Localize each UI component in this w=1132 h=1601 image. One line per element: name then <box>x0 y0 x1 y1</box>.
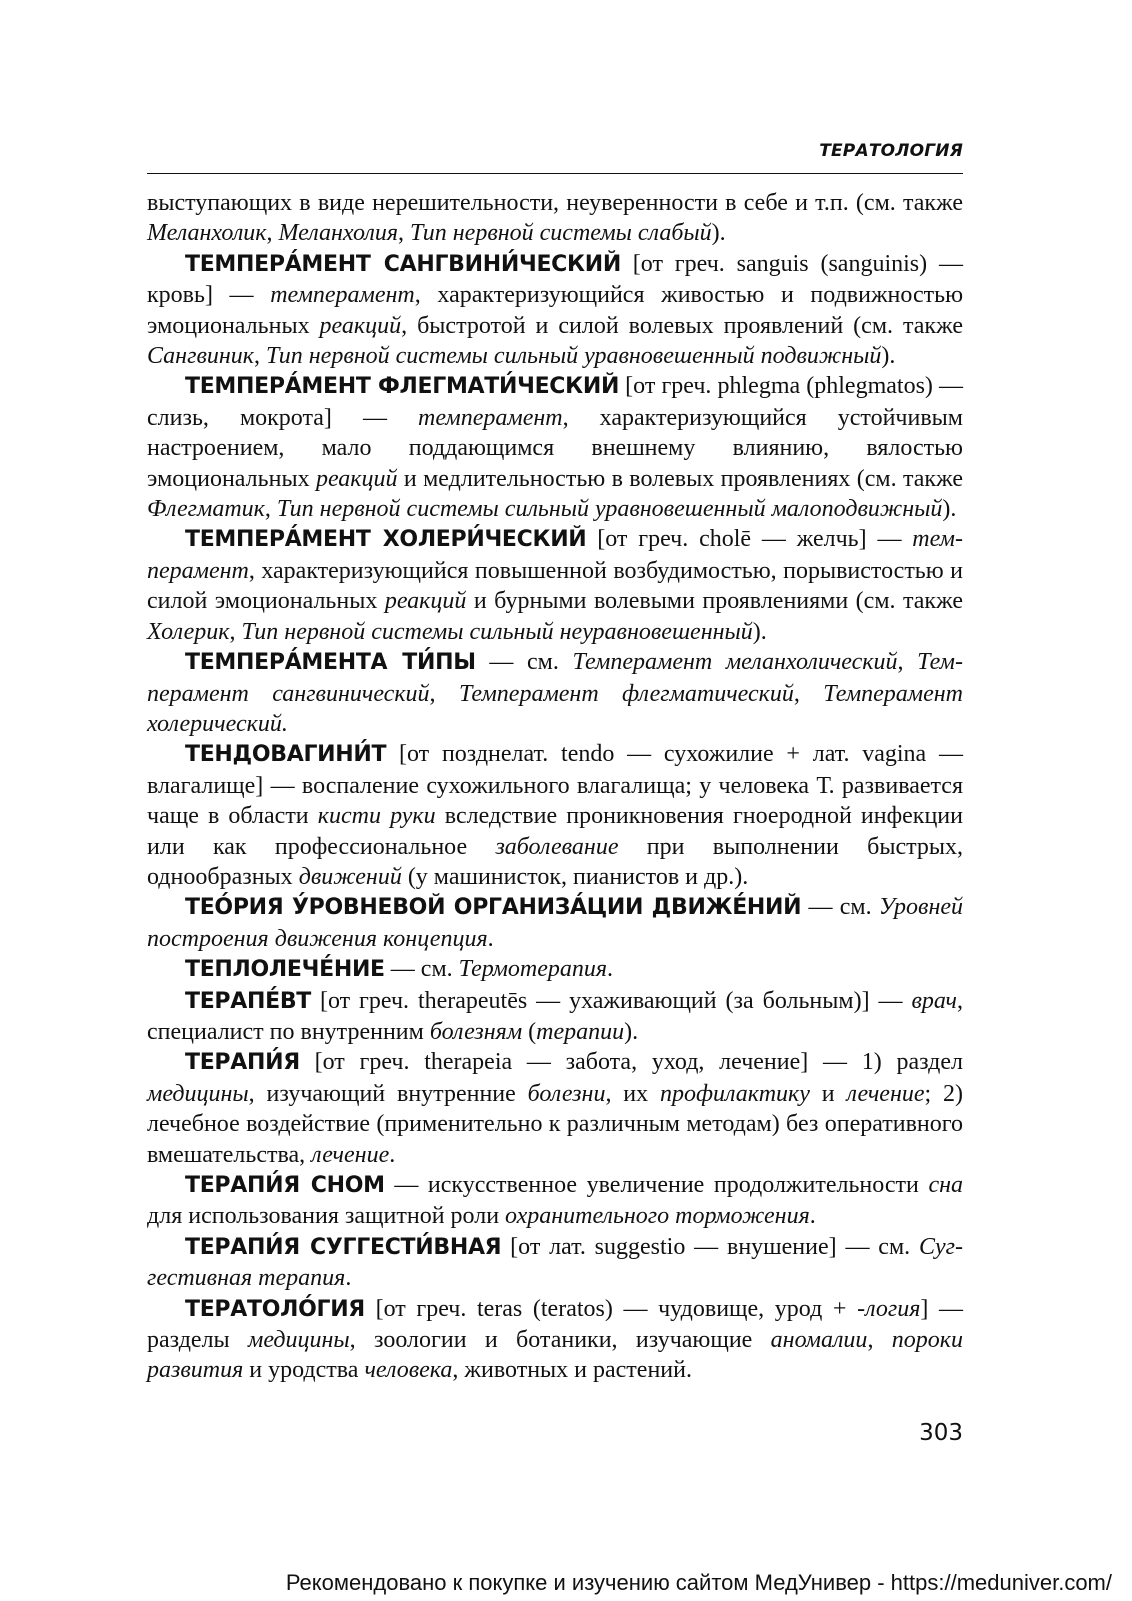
definition-text: ). <box>881 343 896 370</box>
entry-continuation <box>147 188 963 249</box>
definition-text: выступающих в виде нерешительности, неуверенности в себе и т.п. (см. также <box>147 190 963 216</box>
cross-reference: Меланхолик <box>147 220 267 247</box>
entry-therapist <box>147 986 963 1048</box>
cross-reference: темперамент <box>418 404 563 431</box>
definition-text: . <box>389 1141 396 1168</box>
cross-reference: темперамент <box>270 282 415 309</box>
cross-reference: Темперамент меланхолический <box>572 649 898 676</box>
cross-reference: врач <box>911 987 957 1014</box>
cross-reference: Темперамент сангвинический <box>147 649 963 707</box>
cross-reference: болезни <box>527 1080 606 1107</box>
cross-reference: медицины <box>248 1327 350 1354</box>
cross-reference: -логия <box>857 1295 921 1322</box>
definition-text: , <box>793 680 824 707</box>
footer-recommendation: Рекомендовано к покупке и изучению сайтом МедУнивер - https://meduniver.com/ <box>285 1570 1112 1595</box>
definition-text: , <box>264 496 277 523</box>
cross-reference: Темперамент флегматический <box>458 680 794 707</box>
headword: ТЕМПЕРА́МЕНТА ТИ́ПЫ <box>185 650 476 676</box>
definition-text: . <box>607 956 614 983</box>
cross-reference: профилактику <box>659 1080 810 1107</box>
cross-reference: терапии <box>536 1018 625 1045</box>
cross-reference: пороки развития <box>147 1327 963 1384</box>
entry-temperament-choleric <box>147 524 963 647</box>
definition-text: — см. <box>384 956 459 983</box>
definition-text: — см. <box>475 649 573 676</box>
cross-reference: Термотерапия <box>458 956 608 983</box>
entry-suggestive-therapy <box>147 1232 963 1294</box>
entry-temperament-phlegmatic <box>147 371 963 524</box>
entry-therapy <box>147 1047 963 1170</box>
definition-text: . <box>345 1265 352 1292</box>
cross-reference: болезням <box>429 1018 523 1045</box>
header-rule <box>147 173 963 174</box>
definition-text: ( <box>522 1018 537 1045</box>
definition-text: , их <box>605 1080 660 1107</box>
definition-text: для использования защитной роли <box>147 1203 506 1230</box>
entry-temperament-sanguine <box>147 249 963 372</box>
cross-reference: Холерик <box>147 618 230 645</box>
definition-text: , <box>254 343 266 370</box>
cross-reference: Меланхолия <box>278 220 398 247</box>
definition-text: — см. <box>801 894 879 921</box>
page-number: 303 <box>919 1420 963 1446</box>
definition-text: , <box>229 618 242 645</box>
definition-text: , характеризующийся повышенной возбудимостью, порывистостью и силой эмоциональных <box>147 557 963 615</box>
headword: ТЕМПЕРА́МЕНТ ХОЛЕРИ́ЧЕСКИЙ <box>185 527 587 553</box>
headword: ТЕПЛОЛЕЧЕ́НИЕ <box>185 957 385 983</box>
definition-text: , специалист по внутренним <box>147 987 963 1045</box>
cross-reference: Тип нервной системы сильный неуравновешенный <box>241 618 753 645</box>
cross-reference: Уровней построения движения концепция <box>147 894 964 952</box>
headword: ТЕНДОВАГИНИ́Т <box>185 742 387 768</box>
cross-reference: сна <box>928 1172 963 1198</box>
definition-text: [от позднелат. tendo — сухожилие + лат. vagina — влагалище] — воспаление сухожильного влагалища; у человека Т. развивается чаще в области <box>147 741 963 830</box>
dictionary-body <box>147 188 963 1386</box>
headword: ТЕРАТОЛО́ГИЯ <box>185 1296 365 1322</box>
headword: ТЕРАПИ́Я СНОМ <box>185 1173 385 1198</box>
cross-reference: лечение <box>846 1080 925 1107</box>
entry-teratology <box>147 1294 963 1386</box>
definition-text: ). <box>942 496 957 523</box>
running-head: ТЕРАТОЛОГИЯ <box>819 141 963 161</box>
cross-reference: реакций <box>319 312 402 339</box>
cross-reference: темперамент <box>147 526 963 584</box>
headword: ТЕРАПИ́Я <box>185 1050 300 1076</box>
definition-text: ). <box>711 220 726 247</box>
definition-text: , <box>397 220 410 247</box>
definition-text: , <box>429 680 459 707</box>
cross-reference: кисти руки <box>317 803 436 830</box>
definition-text: (у машинисток, пианистов и др.). <box>401 863 749 890</box>
definition-text: , <box>266 220 279 247</box>
cross-reference: Темперамент холерический. <box>147 680 964 737</box>
definition-text: , характеризующийся устойчивым настроением, мало поддающимся внешнему влиянию, вялостью эмоциональных <box>147 404 963 492</box>
definition-text: , животных и растений. <box>452 1357 692 1384</box>
definition-text: [от греч. phlegma (phlegmatos) — слизь, мокрота] — <box>147 373 964 431</box>
cross-reference: человека <box>364 1357 453 1384</box>
cross-reference: реакций <box>315 465 398 492</box>
definition-text: , изучающий внутренние <box>248 1080 528 1107</box>
cross-reference: медицины <box>147 1080 249 1107</box>
entry-sleep-therapy <box>147 1170 963 1232</box>
headword: ТЕМПЕРА́МЕНТ ФЛЕГМАТИ́ЧЕСКИЙ <box>185 374 620 400</box>
entry-tendovaginitis <box>147 739 963 892</box>
cross-reference: Сангвиник <box>147 343 254 370</box>
cross-reference: охранительного торможения <box>505 1203 810 1230</box>
definition-text: , <box>897 649 918 676</box>
definition-text: . <box>487 925 494 952</box>
cross-reference: заболевание <box>495 833 619 860</box>
definition-text: [от греч. teras (teratos) — чудовище, урод + <box>364 1295 858 1322</box>
definition-text: [от греч. sanguis (sanguinis) — кровь] — <box>147 250 963 309</box>
cross-reference: Тип нервной системы сильный уравновешенный подвижный <box>266 343 882 370</box>
definition-text: при выполнении быстрых, однообразных <box>147 833 964 890</box>
definition-text: , зоологии и ботаники, изучающие <box>349 1327 771 1354</box>
headword: ТЕРАПИ́Я СУГГЕСТИ́ВНАЯ <box>185 1234 502 1260</box>
definition-text: , <box>867 1327 892 1354</box>
definition-text: [от лат. suggestio — внушение] — см. <box>501 1233 919 1260</box>
definition-text: ). <box>752 618 767 645</box>
definition-text: ; 2) лечебное воздействие (применительно к различным методам) без оперативного вмешательства, <box>147 1080 963 1168</box>
definition-text: вследствие проникновения гноеродной инфекции или как профессиональное <box>147 803 963 860</box>
headword: ТЕМПЕРА́МЕНТ САНГВИНИ́ЧЕСКИЙ <box>185 251 621 277</box>
headword: ТЕО́РИЯ У́РОВНЕВОЙ ОРГАНИЗА́ЦИИ ДВИЖЕ́НИЙ <box>185 895 802 921</box>
entry-temperament-types <box>147 647 963 739</box>
entry-thermotherapy <box>147 954 963 985</box>
cross-reference: аномалии <box>770 1327 868 1354</box>
cross-reference: реакций <box>384 588 467 615</box>
definition-text: и медлительностью в волевых проявлениях (см. также <box>397 465 964 492</box>
definition-text: , характеризующийся живостью и подвижностью эмоциональных <box>147 282 963 339</box>
definition-text: . <box>809 1203 816 1230</box>
definition-text: [от греч. cholē — желчь] — <box>586 526 913 553</box>
cross-reference: лечение <box>311 1141 390 1168</box>
definition-text: — искусственное увеличение продолжительности <box>384 1172 929 1198</box>
definition-text: [от греч. therapeia — забота, уход, лечение] — 1) раздел <box>299 1049 963 1076</box>
headword: ТЕРАПЕ́ВТ <box>185 988 312 1014</box>
cross-reference: Тип нервной системы сильный уравновешенный малоподвижный <box>276 496 943 523</box>
definition-text: и <box>809 1080 847 1107</box>
cross-reference: движений <box>298 863 402 890</box>
cross-reference: Тип нервной системы слабый <box>409 220 712 247</box>
definition-text: ] — разделы <box>147 1295 963 1354</box>
definition-text: и бурными волевыми проявлениями (см. также <box>466 588 963 615</box>
definition-text: ). <box>624 1018 639 1045</box>
definition-text: [от греч. therapeutēs — ухаживающий (за больным)] — <box>311 987 912 1014</box>
definition-text: , быстротой и силой волевых проявлений (см. также <box>401 312 963 339</box>
definition-text: и уродства <box>243 1357 365 1384</box>
cross-reference: Флегматик <box>147 496 265 523</box>
cross-reference: Суггестивная терапия <box>147 1233 963 1292</box>
entry-theory-levels <box>147 892 963 954</box>
